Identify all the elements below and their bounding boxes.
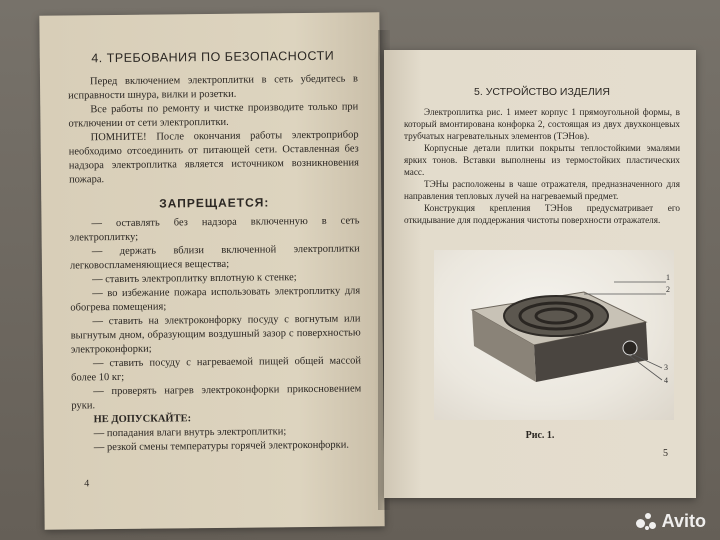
hotplate-photo <box>434 250 674 420</box>
avito-logo-text: Avito <box>661 511 706 531</box>
avito-logo-icon <box>636 513 658 531</box>
forbidden-item: — ставить электроплитку вплотную к стенке; <box>92 272 297 286</box>
left-page-heading: 4. ТРЕБОВАНИЯ ПО БЕЗОПАСНОСТИ <box>91 48 335 66</box>
right-page-heading: 5. УСТРОЙСТВО ИЗДЕЛИЯ <box>474 86 610 98</box>
left-page <box>39 12 384 530</box>
forbidden-item: — ставить посуду с нагреваемой пищей общей массой более 10 кг; <box>71 355 362 384</box>
device-paragraph: ТЭНы расположены в чаше отражателя, предназначенного для направления тепловых лучей на нагреваемый предмет. <box>404 179 680 201</box>
safety-paragraph: Перед включением электроплитки в сеть убедитесь в исправности шнура, вилки и розетки. <box>68 73 359 102</box>
page-number: 4 <box>84 478 90 490</box>
device-paragraph: Конструкция крепления ТЭНов предусматривает его откидывание для поддержания чистоты поверхности отражателя. <box>404 203 680 225</box>
device-paragraph: Корпусные детали плитки покрыты теплостойкими эмалями ярких тонов. Вставки выполнены из термостойких пластических масс. <box>404 143 680 177</box>
right-page <box>384 50 696 498</box>
forbidden-item: — держать вблизи включенной электроплитки легковоспламеняющиеся вещества; <box>69 243 360 272</box>
avito-watermark <box>636 511 706 532</box>
not-allowed-heading: НЕ ДОПУСКАЙТЕ: <box>93 413 192 426</box>
not-allowed-item: — попадания влаги внутрь электроплитки; <box>93 426 287 440</box>
figure-label: 3 <box>664 363 668 372</box>
forbidden-item: — ставить на электроконфорку посуду с вогнутым или выгнутым дном, образующим воздушный зазор с поверхностью электроконфорки; <box>70 313 361 356</box>
hotplate-illustration <box>434 250 674 420</box>
safety-paragraph: Все работы по ремонту и чистке производите только при отключении от сети электроплитки. <box>68 101 359 130</box>
forbidden-heading: ЗАПРЕЩАЕТСЯ: <box>159 195 270 211</box>
forbidden-item: — во избежание пожара использовать электроплитку для обогрева помещения; <box>70 285 361 314</box>
not-allowed-item: — резкой смены температуры горячей электроконфорки. <box>93 439 350 454</box>
figure-caption: Рис. 1. <box>525 430 555 441</box>
forbidden-item: — проверять нагрев электроконфорки прикосновением руки. <box>71 383 362 412</box>
figure-label: 1 <box>666 273 670 282</box>
figure-label: 4 <box>664 376 668 385</box>
device-paragraph: Электроплитка рис. 1 имеет корпус 1 прямоугольной формы, в который вмонтирована конфорка 2, состоящая из двух двухконцевых трубчатых нагревательных элементов (ТЭНов). <box>404 107 680 141</box>
page-number: 5 <box>663 448 668 459</box>
figure-label: 2 <box>666 285 670 294</box>
forbidden-item: — оставлять без надзора включенную в сеть электроплитку; <box>69 215 360 244</box>
safety-paragraph: ПОМНИТЕ! После окончания работы электроприбор необходимо отсоединить от питающей сети. Оставленная без надзора электроплитка является источником возникновения пожара. <box>68 129 359 186</box>
